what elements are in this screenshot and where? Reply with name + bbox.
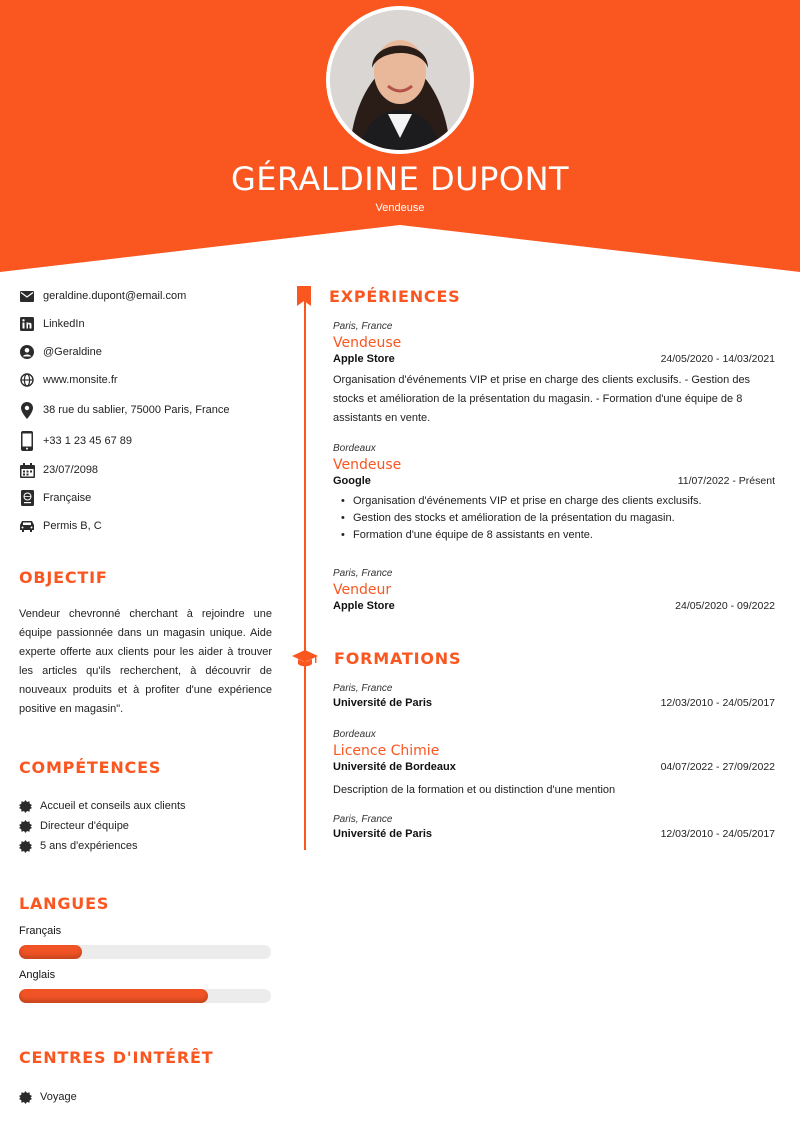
entry-location: Paris, France (333, 683, 393, 694)
entry-dates: 12/03/2010 - 24/05/2017 (660, 828, 775, 840)
entry-dates: 12/03/2010 - 24/05/2017 (660, 697, 775, 709)
interests-section (19, 1048, 272, 1107)
entry-description: Description de la formation et ou distinction d'une mention (333, 784, 616, 796)
education-entry (333, 814, 775, 844)
entry-location: Paris, France (333, 568, 393, 579)
contact-license-text: Permis B, C (43, 520, 102, 532)
graduation-cap-icon (292, 650, 318, 668)
entry-title: Vendeuse (333, 335, 402, 351)
experience-entry (333, 443, 775, 544)
skill-item (19, 816, 272, 836)
entry-dates: 24/05/2020 - 14/03/2021 (660, 353, 775, 365)
contact-address-text: 38 rue du sablier, 75000 Paris, France (43, 404, 230, 416)
entry-description: Organisation d'événements VIP et prise en charge des clients exclusifs. - Gestion des stocks et amélioration de la présentation du magasin. - Formation d'une équipe de 8 assistants en vente. (333, 374, 751, 424)
interests-title: CENTRES D'INTÉRÊT (19, 1048, 214, 1067)
linkedin-icon (19, 316, 35, 332)
entry-bullet-list (333, 493, 775, 544)
experience-entry (333, 321, 775, 428)
entry-title: Licence Chimie (333, 743, 440, 759)
contact-phone[interactable] (19, 426, 272, 456)
education-header (292, 649, 461, 668)
contact-handle-text: @Geraldine (43, 346, 102, 358)
skills-list (19, 796, 272, 856)
passport-icon (19, 490, 35, 506)
contact-linkedin-text: LinkedIn (43, 318, 85, 330)
timeline-line (304, 300, 306, 850)
entry-dates: 04/07/2022 - 27/09/2022 (660, 761, 775, 773)
contact-address (19, 394, 272, 426)
entry-organization: Google (333, 475, 371, 487)
candidate-name: GÉRALDINE DUPONT (230, 160, 570, 198)
contact-phone-text: +33 1 23 45 67 89 (43, 435, 132, 447)
entry-title: Vendeur (333, 582, 392, 598)
entry-title: Vendeuse (333, 457, 402, 473)
skill-label: Directeur d'équipe (40, 820, 129, 832)
left-column (19, 282, 272, 1103)
experience-entry (333, 568, 775, 616)
skill-label: Accueil et conseils aux clients (40, 800, 186, 812)
user-icon (19, 344, 35, 360)
bookmark-icon (296, 286, 312, 306)
language-name: Anglais (19, 969, 56, 981)
entry-location: Bordeaux (333, 729, 376, 740)
entry-dates: 24/05/2020 - 09/2022 (675, 600, 775, 612)
phone-icon (19, 433, 35, 449)
contact-handle[interactable] (19, 338, 272, 366)
skill-item (19, 836, 272, 856)
language-name: Français (19, 925, 62, 937)
badge-icon (19, 1091, 32, 1104)
email-icon (19, 288, 35, 304)
badge-icon (19, 820, 32, 833)
education-title: FORMATIONS (334, 649, 462, 668)
car-icon (19, 518, 35, 534)
contact-website[interactable] (19, 366, 272, 394)
badge-icon (19, 800, 32, 813)
objective-text: Vendeur chevronné cherchant à rejoindre une équipe passionnée dans un magasin unique. Aide experte offerte aux clients pour les aider à trouver les articles qu'ils recherchent, à découvrir de nouveaux produits et à profiter d'une expérience positive en magasin". (19, 608, 272, 715)
contact-email-text: geraldine.dupont@email.com (43, 290, 187, 302)
education-entry (333, 683, 775, 713)
interests-list (19, 1087, 272, 1107)
contact-license (19, 512, 272, 540)
entry-organization: Université de Paris (333, 828, 433, 840)
avatar (330, 10, 470, 150)
language-list (19, 925, 272, 1003)
entry-dates: 11/07/2022 - Présent (677, 475, 775, 487)
location-icon (19, 402, 35, 418)
language-level-bar (19, 945, 271, 959)
entry-location: Paris, France (333, 814, 393, 825)
contact-linkedin[interactable] (19, 310, 272, 338)
education-entry (333, 729, 775, 800)
interest-label: Voyage (40, 1091, 77, 1103)
languages-section (19, 894, 272, 1003)
entry-organization: Apple Store (333, 600, 395, 612)
interest-item (19, 1087, 272, 1107)
entry-bullet: • Organisation d'événements VIP et prise en charge des clients exclusifs. (333, 493, 775, 510)
skill-item (19, 796, 272, 816)
skills-title: COMPÉTENCES (19, 758, 162, 777)
languages-title: LANGUES (19, 894, 110, 913)
contact-nationality-text: Française (43, 492, 92, 504)
profile-photo (326, 6, 474, 154)
experiences-header (296, 286, 461, 306)
skill-label: 5 ans d'expériences (40, 840, 138, 852)
entry-organization: Apple Store (333, 353, 395, 365)
globe-icon (19, 372, 35, 388)
entry-location: Bordeaux (333, 443, 376, 454)
contact-birthdate-text: 23/07/2098 (43, 464, 99, 476)
experiences-title: EXPÉRIENCES (329, 286, 461, 306)
language-level-fill (19, 989, 208, 1003)
entry-organization: Université de Paris (333, 697, 433, 709)
entry-bullet: • Formation d'une équipe de 8 assistants en vente. (333, 527, 775, 544)
calendar-icon (19, 462, 35, 478)
contact-birthdate (19, 456, 272, 484)
entry-organization: Université de Bordeaux (333, 761, 456, 773)
objective-title: OBJECTIF (19, 568, 108, 587)
contact-email[interactable] (19, 282, 272, 310)
entry-bullet: • Gestion des stocks et amélioration de la présentation du magasin. (333, 510, 775, 527)
contact-list (19, 282, 272, 540)
language-level-fill (19, 945, 82, 959)
candidate-job-title: Vendeuse (375, 202, 425, 214)
contact-website-text: www.monsite.fr (43, 374, 118, 386)
contact-nationality (19, 484, 272, 512)
entry-location: Paris, France (333, 321, 393, 332)
objective-section (19, 568, 272, 719)
skills-section (19, 758, 272, 856)
language-level-bar (19, 989, 271, 1003)
header-banner (0, 0, 800, 275)
badge-icon (19, 840, 32, 853)
